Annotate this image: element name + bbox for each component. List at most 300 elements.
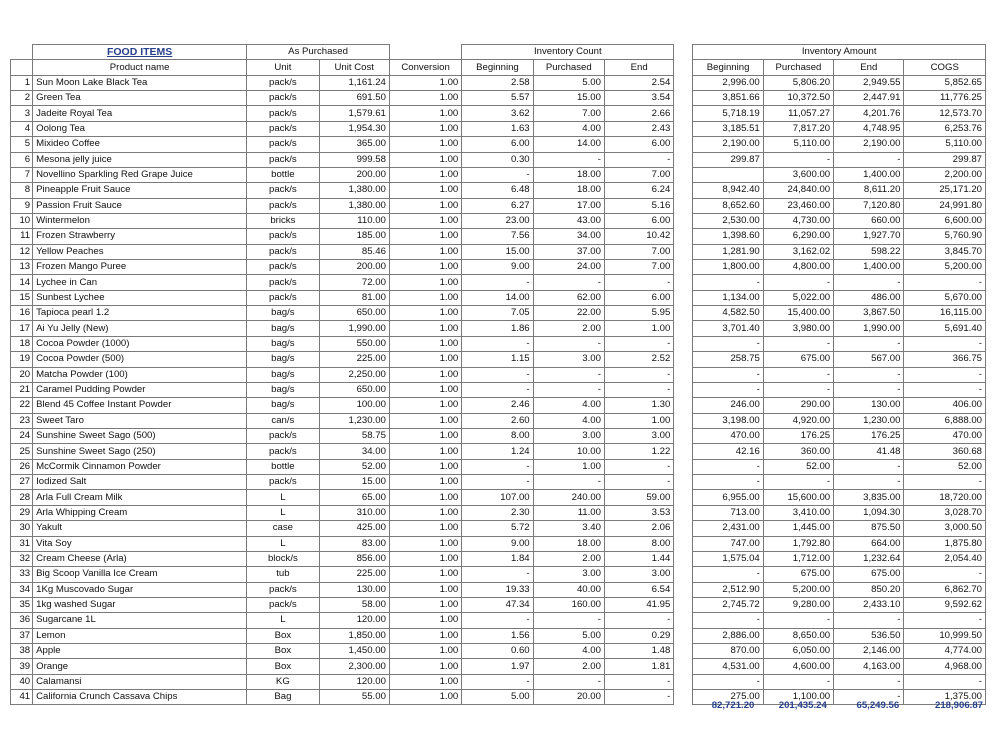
conversion: 1.00 — [389, 229, 461, 244]
inventory-table — [10, 44, 986, 705]
row-index: 18 — [11, 336, 33, 351]
count-purchased: 5.00 — [533, 628, 604, 643]
count-end: 1.48 — [604, 644, 673, 659]
conversion: 1.00 — [389, 198, 461, 213]
unit-cost: 225.00 — [319, 567, 389, 582]
column-gap — [674, 613, 693, 628]
amount-purchased: 4,920.00 — [763, 413, 833, 428]
column-gap — [674, 659, 693, 674]
row-index: 26 — [11, 459, 33, 474]
count-beginning: 2.46 — [462, 398, 533, 413]
table-row — [11, 490, 986, 505]
unit: Box — [247, 644, 319, 659]
amount-beginning: 470.00 — [693, 428, 763, 443]
conversion: 1.00 — [389, 597, 461, 612]
product-name: Sugarcane 1L — [33, 613, 247, 628]
row-index: 35 — [11, 597, 33, 612]
table-row — [11, 306, 986, 321]
amount-end: 4,163.00 — [834, 659, 904, 674]
cogs: - — [904, 613, 986, 628]
amount-end: 1,230.00 — [834, 413, 904, 428]
unit-cost: 310.00 — [319, 505, 389, 520]
row-index: 28 — [11, 490, 33, 505]
unit-cost: 425.00 — [319, 521, 389, 536]
totals-row — [685, 699, 986, 713]
cogs: 3,028.70 — [904, 505, 986, 520]
column-gap — [674, 290, 693, 305]
amount-end: 850.20 — [834, 582, 904, 597]
conversion: 1.00 — [389, 613, 461, 628]
unit: bag/s — [247, 321, 319, 336]
cogs: 6,253.76 — [904, 121, 986, 136]
row-index: 39 — [11, 659, 33, 674]
header-row-groups — [11, 45, 986, 60]
count-beginning: 0.60 — [462, 644, 533, 659]
count-beginning: 14.00 — [462, 290, 533, 305]
conversion: 1.00 — [389, 382, 461, 397]
table-row — [11, 551, 986, 566]
amount-beginning: 713.00 — [693, 505, 763, 520]
column-gap — [674, 260, 693, 275]
unit-cost: 185.00 — [319, 229, 389, 244]
table-row — [11, 413, 986, 428]
unit-cost: 34.00 — [319, 444, 389, 459]
column-gap — [674, 275, 693, 290]
row-index: 9 — [11, 198, 33, 213]
count-purchased: 7.00 — [533, 106, 604, 121]
product-name: Mixideo Coffee — [33, 137, 247, 152]
count-end: 6.00 — [604, 290, 673, 305]
unit: L — [247, 490, 319, 505]
table-row — [11, 398, 986, 413]
count-purchased: 10.00 — [533, 444, 604, 459]
column-gap — [674, 628, 693, 643]
unit-cost-header: Unit Cost — [319, 60, 389, 75]
unit: Box — [247, 628, 319, 643]
amount-end: 1,232.64 — [834, 551, 904, 566]
row-index: 27 — [11, 475, 33, 490]
count-beginning: 8.00 — [462, 428, 533, 443]
unit-cost: 1,450.00 — [319, 644, 389, 659]
amount-end: 664.00 — [834, 536, 904, 551]
amount-end: 567.00 — [834, 352, 904, 367]
product-name: Green Tea — [33, 91, 247, 106]
table-row — [11, 382, 986, 397]
count-purchased: 3.00 — [533, 352, 604, 367]
count-purchased: - — [533, 674, 604, 689]
unit: bag/s — [247, 336, 319, 351]
count-end: 2.52 — [604, 352, 673, 367]
total-cogs: 218,906.87 — [934, 700, 983, 712]
row-index: 17 — [11, 321, 33, 336]
conversion: 1.00 — [389, 167, 461, 182]
column-gap — [674, 490, 693, 505]
conversion: 1.00 — [389, 75, 461, 90]
count-end: 3.53 — [604, 505, 673, 520]
column-gap — [674, 505, 693, 520]
table-row — [11, 459, 986, 474]
count-beginning: 3.62 — [462, 106, 533, 121]
amount-end: 130.00 — [834, 398, 904, 413]
amount-purchased: 4,600.00 — [763, 659, 833, 674]
table-row — [11, 75, 986, 90]
count-purchased: 3.40 — [533, 521, 604, 536]
row-index: 1 — [11, 75, 33, 90]
table-row — [11, 213, 986, 228]
unit: pack/s — [247, 428, 319, 443]
amount-beginning: 299.87 — [693, 152, 763, 167]
total-end: 65,249.56 — [856, 700, 900, 712]
header-row-columns — [11, 60, 986, 75]
amount-end: - — [834, 674, 904, 689]
amount-beginning: 2,512.90 — [693, 582, 763, 597]
amount-beginning: - — [693, 475, 763, 490]
row-index: 2 — [11, 91, 33, 106]
count-end: 3.00 — [604, 428, 673, 443]
amount-beginning: - — [693, 567, 763, 582]
row-index: 29 — [11, 505, 33, 520]
amount-purchased: 176.25 — [763, 428, 833, 443]
conversion: 1.00 — [389, 244, 461, 259]
amount-purchased: 360.00 — [763, 444, 833, 459]
row-index: 19 — [11, 352, 33, 367]
row-index: 31 — [11, 536, 33, 551]
count-beginning: - — [462, 567, 533, 582]
count-beginning: - — [462, 475, 533, 490]
table-row — [11, 628, 986, 643]
count-end: 2.54 — [604, 75, 673, 90]
amount-end: 3,867.50 — [834, 306, 904, 321]
amount-end: - — [834, 382, 904, 397]
row-index: 40 — [11, 674, 33, 689]
amount-end-header: End — [834, 60, 904, 75]
cogs: 360.68 — [904, 444, 986, 459]
conversion-header: Conversion — [389, 60, 461, 75]
count-end: - — [604, 367, 673, 382]
unit-cost: 1,230.00 — [319, 413, 389, 428]
count-end: 1.81 — [604, 659, 673, 674]
count-purchased: - — [533, 367, 604, 382]
column-gap — [674, 45, 693, 60]
amount-end: 2,447.91 — [834, 91, 904, 106]
product-name: Arla Full Cream Milk — [33, 490, 247, 505]
conversion: 1.00 — [389, 367, 461, 382]
amount-end: 875.50 — [834, 521, 904, 536]
conversion: 1.00 — [389, 275, 461, 290]
count-end: 7.00 — [604, 167, 673, 182]
column-gap — [674, 229, 693, 244]
product-name: Ai Yu Jelly (New) — [33, 321, 247, 336]
count-beginning: 1.56 — [462, 628, 533, 643]
table-row — [11, 536, 986, 551]
column-gap — [674, 244, 693, 259]
row-index: 8 — [11, 183, 33, 198]
row-index: 22 — [11, 398, 33, 413]
unit: can/s — [247, 413, 319, 428]
unit: bag/s — [247, 382, 319, 397]
amount-beginning: - — [693, 674, 763, 689]
row-index: 13 — [11, 260, 33, 275]
count-purchased: 18.00 — [533, 536, 604, 551]
count-beginning: 5.72 — [462, 521, 533, 536]
count-end: 6.54 — [604, 582, 673, 597]
count-purchased: 11.00 — [533, 505, 604, 520]
unit: pack/s — [247, 229, 319, 244]
table-row — [11, 121, 986, 136]
table-row — [11, 597, 986, 612]
amount-beginning: 3,701.40 — [693, 321, 763, 336]
amount-end: 4,201.76 — [834, 106, 904, 121]
amount-beginning: 275.00 — [693, 690, 763, 705]
cogs: 4,774.00 — [904, 644, 986, 659]
unit-cost: 365.00 — [319, 137, 389, 152]
unit: L — [247, 505, 319, 520]
count-purchased: - — [533, 613, 604, 628]
amount-beginning: 8,652.60 — [693, 198, 763, 213]
count-purchased-header: Purchased — [533, 60, 604, 75]
amount-end: 4,748.95 — [834, 121, 904, 136]
conversion: 1.00 — [389, 444, 461, 459]
product-name: Big Scoop Vanilla Ice Cream — [33, 567, 247, 582]
amount-end: 660.00 — [834, 213, 904, 228]
unit: pack/s — [247, 137, 319, 152]
column-gap — [674, 321, 693, 336]
amount-end: 1,400.00 — [834, 260, 904, 275]
amount-end: - — [834, 336, 904, 351]
product-name: Arla Whipping Cream — [33, 505, 247, 520]
count-end: - — [604, 613, 673, 628]
product-name: Frozen Mango Puree — [33, 260, 247, 275]
product-name: Cream Cheese (Arla) — [33, 551, 247, 566]
amount-purchased: 1,792.80 — [763, 536, 833, 551]
amount-end: - — [834, 367, 904, 382]
cogs: 6,862.70 — [904, 582, 986, 597]
count-purchased: 5.00 — [533, 75, 604, 90]
product-name: Caramel Pudding Powder — [33, 382, 247, 397]
column-gap — [674, 551, 693, 566]
unit: pack/s — [247, 198, 319, 213]
count-end: - — [604, 674, 673, 689]
column-gap — [674, 91, 693, 106]
product-name: Pineapple Fruit Sauce — [33, 183, 247, 198]
count-beginning: 6.27 — [462, 198, 533, 213]
index-header — [11, 60, 33, 75]
count-beginning: - — [462, 336, 533, 351]
product-name: Iodized Salt — [33, 475, 247, 490]
count-end: 5.16 — [604, 198, 673, 213]
amount-end: - — [834, 690, 904, 705]
product-name: Vita Soy — [33, 536, 247, 551]
count-purchased: 20.00 — [533, 690, 604, 705]
unit: pack/s — [247, 597, 319, 612]
corner-cell — [11, 45, 33, 60]
table-row — [11, 198, 986, 213]
unit: pack/s — [247, 106, 319, 121]
amount-end: 1,094.30 — [834, 505, 904, 520]
table-row — [11, 674, 986, 689]
unit-cost: 856.00 — [319, 551, 389, 566]
unit-cost: 72.00 — [319, 275, 389, 290]
count-end: 59.00 — [604, 490, 673, 505]
count-end: 3.54 — [604, 91, 673, 106]
count-purchased: 160.00 — [533, 597, 604, 612]
cogs-header: COGS — [904, 60, 986, 75]
count-end: 6.24 — [604, 183, 673, 198]
column-gap — [674, 167, 693, 182]
row-index: 30 — [11, 521, 33, 536]
amount-purchased: - — [763, 674, 833, 689]
product-name-header: Product name — [33, 60, 247, 75]
cogs: 3,845.70 — [904, 244, 986, 259]
conversion: 1.00 — [389, 213, 461, 228]
count-beginning: 1.84 — [462, 551, 533, 566]
conversion: 1.00 — [389, 659, 461, 674]
amount-beginning: 2,745.72 — [693, 597, 763, 612]
count-end: 6.00 — [604, 213, 673, 228]
amount-end: 1,400.00 — [834, 167, 904, 182]
amount-purchased: 7,817.20 — [763, 121, 833, 136]
conversion: 1.00 — [389, 521, 461, 536]
amount-purchased: 1,712.00 — [763, 551, 833, 566]
unit-cost: 1,380.00 — [319, 183, 389, 198]
product-name: Cocoa Powder (500) — [33, 352, 247, 367]
unit-cost: 130.00 — [319, 582, 389, 597]
row-index: 7 — [11, 167, 33, 182]
column-gap — [674, 75, 693, 90]
count-end: 1.30 — [604, 398, 673, 413]
amount-purchased: 24,840.00 — [763, 183, 833, 198]
unit-cost: 58.75 — [319, 428, 389, 443]
count-beginning: - — [462, 167, 533, 182]
unit: L — [247, 613, 319, 628]
row-index: 25 — [11, 444, 33, 459]
count-purchased: 22.00 — [533, 306, 604, 321]
column-gap — [674, 198, 693, 213]
count-purchased: - — [533, 336, 604, 351]
cogs: 6,600.00 — [904, 213, 986, 228]
table-row — [11, 106, 986, 121]
amount-purchased: - — [763, 336, 833, 351]
count-end: 41.95 — [604, 597, 673, 612]
column-gap — [674, 152, 693, 167]
amount-end: - — [834, 613, 904, 628]
product-name: Oolong Tea — [33, 121, 247, 136]
count-end: 1.00 — [604, 321, 673, 336]
product-name: Cocoa Powder (1000) — [33, 336, 247, 351]
column-gap — [674, 459, 693, 474]
count-beginning: - — [462, 674, 533, 689]
amount-beginning: 42.16 — [693, 444, 763, 459]
count-purchased: 17.00 — [533, 198, 604, 213]
table-row — [11, 260, 986, 275]
unit: L — [247, 536, 319, 551]
product-name: Sunshine Sweet Sago (250) — [33, 444, 247, 459]
unit-cost: 85.46 — [319, 244, 389, 259]
conversion: 1.00 — [389, 644, 461, 659]
count-purchased: 4.00 — [533, 398, 604, 413]
column-gap — [674, 582, 693, 597]
table-row — [11, 244, 986, 259]
table-row — [11, 336, 986, 351]
count-beginning: - — [462, 613, 533, 628]
count-purchased: 1.00 — [533, 459, 604, 474]
count-beginning: 1.63 — [462, 121, 533, 136]
conversion: 1.00 — [389, 306, 461, 321]
product-name: McCormik Cinnamon Powder — [33, 459, 247, 474]
unit: pack/s — [247, 75, 319, 90]
amount-beginning: 1,134.00 — [693, 290, 763, 305]
amount-purchased: - — [763, 475, 833, 490]
conversion: 1.00 — [389, 428, 461, 443]
cogs: 406.00 — [904, 398, 986, 413]
unit: pack/s — [247, 260, 319, 275]
amount-beginning-header: Beginning — [693, 60, 763, 75]
cogs: - — [904, 367, 986, 382]
column-gap — [674, 536, 693, 551]
amount-purchased: 3,980.00 — [763, 321, 833, 336]
amount-beginning: 870.00 — [693, 644, 763, 659]
conversion: 1.00 — [389, 121, 461, 136]
cogs: - — [904, 382, 986, 397]
count-beginning: 0.30 — [462, 152, 533, 167]
unit: Bag — [247, 690, 319, 705]
amount-beginning: 2,996.00 — [693, 75, 763, 90]
amount-beginning: 2,431.00 — [693, 521, 763, 536]
unit-cost: 1,161.24 — [319, 75, 389, 90]
cogs: - — [904, 475, 986, 490]
column-gap — [674, 137, 693, 152]
count-end: 10.42 — [604, 229, 673, 244]
unit-cost: 2,300.00 — [319, 659, 389, 674]
cogs: 12,573.70 — [904, 106, 986, 121]
row-index: 38 — [11, 644, 33, 659]
cogs: 52.00 — [904, 459, 986, 474]
unit: tub — [247, 567, 319, 582]
count-beginning: 107.00 — [462, 490, 533, 505]
row-index: 12 — [11, 244, 33, 259]
count-beginning: 7.56 — [462, 229, 533, 244]
unit: bag/s — [247, 367, 319, 382]
count-beginning-header: Beginning — [462, 60, 533, 75]
unit-cost: 52.00 — [319, 459, 389, 474]
cogs: 5,670.00 — [904, 290, 986, 305]
count-beginning: 6.00 — [462, 137, 533, 152]
cogs: 5,200.00 — [904, 260, 986, 275]
product-name: Jadeite Royal Tea — [33, 106, 247, 121]
conversion: 1.00 — [389, 321, 461, 336]
count-end: 1.22 — [604, 444, 673, 459]
cogs: 6,888.00 — [904, 413, 986, 428]
row-index: 36 — [11, 613, 33, 628]
cogs: 10,999.50 — [904, 628, 986, 643]
count-end: - — [604, 152, 673, 167]
count-beginning: 23.00 — [462, 213, 533, 228]
count-end: 3.00 — [604, 567, 673, 582]
amount-beginning: 8,942.40 — [693, 183, 763, 198]
as-purchased-header: As Purchased — [247, 45, 390, 60]
unit-cost: 650.00 — [319, 382, 389, 397]
count-purchased: 37.00 — [533, 244, 604, 259]
amount-purchased: 3,410.00 — [763, 505, 833, 520]
count-purchased: - — [533, 382, 604, 397]
column-gap — [674, 444, 693, 459]
cogs: - — [904, 674, 986, 689]
conversion: 1.00 — [389, 582, 461, 597]
amount-end: 7,120.80 — [834, 198, 904, 213]
count-end: 2.43 — [604, 121, 673, 136]
count-beginning: 6.48 — [462, 183, 533, 198]
conversion: 1.00 — [389, 536, 461, 551]
